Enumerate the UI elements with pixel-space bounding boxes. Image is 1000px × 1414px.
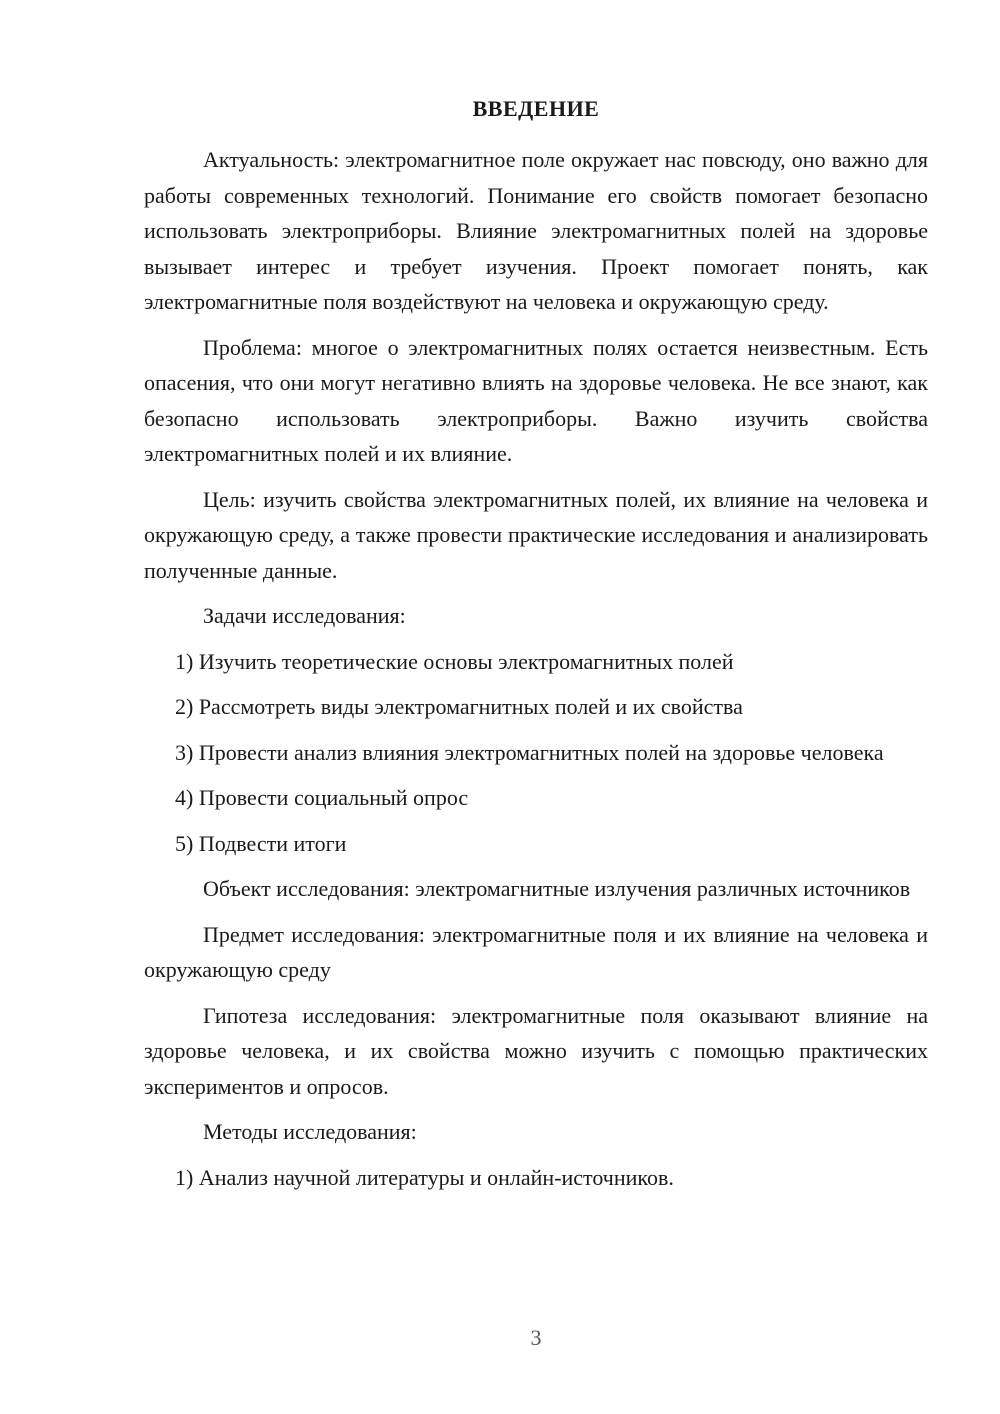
relevance-paragraph: Актуальность: электромагнитное поле окружает нас повсюду, оно важно для работы современных технологий. Понимание его свойств помогает безопасно использовать электроприборы. Влияние электромагнитных полей на здоровье вызывает интерес и требует изучения. Проект помогает понять, как электромагнитные поля воздействуют на человека и окружающую среду. [144, 147, 928, 314]
list-item: 3) Провести анализ влияния электромагнитных полей на здоровье человека [175, 739, 884, 765]
subject-paragraph: Предмет исследования: электромагнитные поля и их влияние на человека и окружающую среду [144, 921, 928, 982]
list-item: 5) Подвести итоги [175, 830, 347, 856]
problem-paragraph: Проблема: многое о электромагнитных полях остается неизвестным. Есть опасения, что они могут негативно влиять на здоровье человека. Не все знают, как безопасно использовать электроприборы. Важно изучить свойства электромагнитных полей и их влияние. [144, 334, 928, 466]
list-item: 2) Рассмотреть виды электромагнитных полей и их свойства [175, 694, 743, 719]
goal-paragraph: Цель: изучить свойства электромагнитных полей, их влияние на человека и окружающую среду, а также провести практические исследования и анализировать полученные данные. [144, 486, 928, 583]
tasks-list [144, 644, 928, 862]
list-item: 4) Провести социальный опрос [175, 785, 469, 810]
methods-title: Методы исследования: [203, 1119, 417, 1144]
list-item: 1) Изучить теоретические основы электромагнитных полей [175, 648, 734, 674]
section-heading: ВВЕДЕНИЕ [472, 96, 600, 121]
methods-list [144, 1160, 928, 1196]
list-item: 1) Анализ научной литературы и онлайн-источников. [175, 1164, 674, 1190]
page-number: 3 [530, 1325, 542, 1350]
hypothesis-paragraph: Гипотеза исследования: электромагнитные поля оказывают влияние на здоровье человека, и их свойства можно изучить с помощью практических экспериментов и опросов. [144, 1002, 928, 1099]
tasks-title: Задачи исследования: [203, 603, 406, 628]
body-text [144, 142, 928, 1205]
object-paragraph: Объект исследования: электромагнитные излучения различных источников [203, 876, 911, 901]
